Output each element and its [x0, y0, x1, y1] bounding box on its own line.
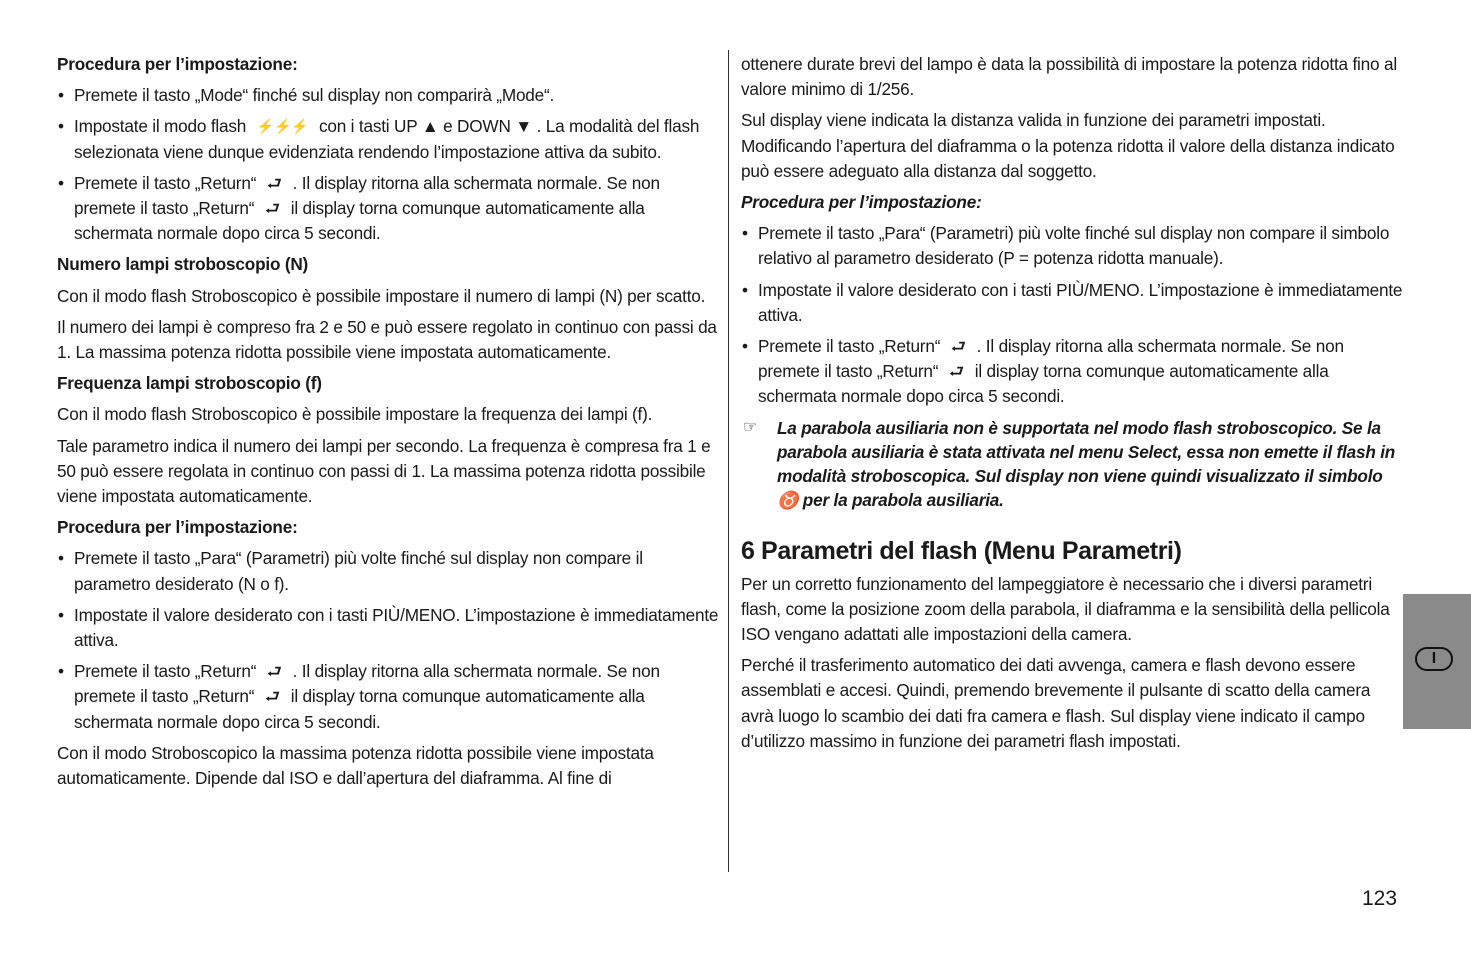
paragraph: Con il modo flash Stroboscopico è possibile impostare la frequenza dei lampi (f). — [57, 404, 653, 425]
bullet-dot: • — [58, 661, 64, 682]
strobe-flash-icon: ⚡⚡⚡ — [256, 118, 309, 135]
language-tab — [1403, 594, 1471, 729]
paragraph: Per un corretto funzionamento del lampeggiatore è necessario che i diversi parametri flash, come la posizione zoom della parabola, il diaframma e la sensibilità della pellicola ISO vengano adattati alle impostazioni della camera. — [741, 573, 1390, 645]
bullet-text: il display torna comunque automaticamente alla schermata normale dopo circa 5 secondi. — [74, 198, 645, 244]
paragraph: Tale parametro indica il numero dei lampi per secondo. La frequenza è compresa fra 1 e 50 può essere regolata in continuo con passi di 1. La massima potenza ridotta possibile viene impostata automaticamente. — [57, 435, 711, 507]
section-title: 6 Parametri del flash (Menu Parametri) — [741, 536, 1182, 565]
bullet-dot: • — [742, 336, 748, 357]
bullet-item — [57, 603, 719, 653]
paragraph: Perché il trasferimento automatico dei dati avvenga, camera e flash devono essere assemblati e accesi. Quindi, premendo brevemente il pulsante di scatto della camera avrà luogo lo scambio dei dati fra camera e flash. Sul display viene indicato il campo d’utilizzo massimo in funzione dei parametri flash impostati. — [741, 655, 1371, 751]
return-icon: ⮐ — [948, 361, 965, 382]
bullet-dot: • — [58, 116, 64, 137]
strobe-frequency-heading: Frequenza lampi stroboscopio (f) — [57, 373, 322, 394]
bullet-dot: • — [742, 223, 748, 244]
bullet-text: con i tasti UP ▲ e DOWN ▼ . La modalità del flash selezionata viene dunque evidenziata rendendo l’impostazione attiva da subito. — [74, 116, 700, 162]
bullet-item — [741, 334, 1403, 410]
bullet-item — [57, 114, 719, 164]
right-column — [741, 52, 1403, 760]
bullet-dot: • — [742, 279, 748, 300]
bullet-item — [57, 171, 719, 247]
procedure-heading: Procedura per l’impostazione: — [57, 517, 298, 538]
bullet-text: Premete il tasto „Mode“ finché sul display non comparirà „Mode“. — [74, 85, 555, 106]
bullet-dot: • — [58, 172, 64, 193]
procedure-heading: Procedura per l’impostazione: — [57, 54, 298, 74]
note-text: per la parabola ausiliaria. — [802, 489, 1004, 510]
bullet-text: il display torna comunque automaticamente alla schermata normale dopo circa 5 secondi. — [74, 686, 645, 732]
bullet-dot: • — [58, 85, 64, 106]
return-icon: ⮐ — [266, 661, 283, 682]
note-text: La parabola ausiliaria non è supportata nel modo flash stroboscopico. Se la parabola ausiliaria è stata attivata nel menu Select, essa non emette il flash in modalità stroboscopica. Sul display non viene quindi visualizzato il simbolo — [777, 417, 1396, 486]
bullet-text: . Il display ritorna alla schermata normale. Se non premete il tasto „Return“ — [74, 661, 660, 707]
bullet-item — [741, 221, 1403, 271]
bullet-text: Premete il tasto „Return“ — [758, 336, 941, 357]
bullet-text: Premete il tasto „Return“ — [74, 172, 257, 193]
column-divider — [728, 50, 729, 872]
return-icon: ⮐ — [264, 198, 281, 219]
warning-note — [741, 416, 1403, 512]
return-icon: ⮐ — [264, 686, 281, 707]
left-column — [57, 52, 719, 797]
paragraph: Con il modo flash Stroboscopico è possibile impostare il numero di lampi (N) per scatto. — [57, 285, 706, 306]
bullet-item — [57, 546, 719, 596]
paragraph: Sul display viene indicata la distanza valida in funzione dei parametri impostati. Modificando l’apertura del diaframma o la potenza ridotta il valore della distanza indicato può essere adeguato alla distanza dal soggetto. — [741, 110, 1395, 181]
bullet-text: Premete il tasto „Para“ (Parametri) più volte finché sul display non compare il parametro desiderato (N o f). — [74, 548, 643, 594]
bullet-text: Premete il tasto „Return“ — [74, 661, 257, 682]
aux-reflector-icon: ♉ — [777, 489, 799, 510]
bullet-text: Impostate il valore desiderato con i tasti PIÙ/MENO. L’impostazione è immediatamente attiva. — [758, 279, 1403, 325]
paragraph: Il numero dei lampi è compreso fra 2 e 50 e può essere regolato in continuo con passi da 1. La massima potenza ridotta possibile viene impostata automaticamente. — [57, 316, 717, 363]
bullet-item — [57, 83, 719, 108]
language-badge: I — [1415, 647, 1453, 671]
bullet-item — [741, 278, 1403, 328]
bullet-text: . Il display ritorna alla schermata normale. Se non premete il tasto „Return“ — [758, 336, 1344, 382]
paragraph: ottenere durate brevi del lampo è data la possibilità di impostare la potenza ridotta fino al valore minimo di 1/256. — [741, 54, 1397, 100]
pointing-hand-icon: ☞ — [743, 418, 758, 436]
bullet-text: Premete il tasto „Para“ (Parametri) più volte finché sul display non compare il simbolo relativo al parametro desiderato (P = potenza ridotta manuale). — [758, 223, 1390, 269]
paragraph: Con il modo Stroboscopico la massima potenza ridotta possibile viene impostata automaticamente. Dipende dal ISO e dall’apertura del diaframma. Al fine di — [57, 742, 654, 789]
bullet-item — [57, 659, 719, 735]
bullet-dot: • — [58, 604, 64, 625]
bullet-text: Impostate il modo flash — [74, 116, 247, 137]
procedure-heading: Procedura per l’impostazione: — [741, 192, 982, 213]
bullet-text: Impostate il valore desiderato con i tasti PIÙ/MENO. L’impostazione è immediatamente attiva. — [74, 604, 719, 651]
page-number: 123 — [1362, 887, 1398, 910]
return-icon: ⮐ — [266, 172, 283, 193]
return-icon: ⮐ — [950, 336, 967, 357]
bullet-text: il display torna comunque automaticamente alla schermata normale dopo circa 5 secondi. — [758, 361, 1329, 407]
bullet-dot: • — [58, 548, 64, 569]
bullet-text: . Il display ritorna alla schermata normale. Se non premete il tasto „Return“ — [74, 172, 660, 219]
strobe-count-heading: Numero lampi stroboscopio (N) — [57, 254, 309, 275]
